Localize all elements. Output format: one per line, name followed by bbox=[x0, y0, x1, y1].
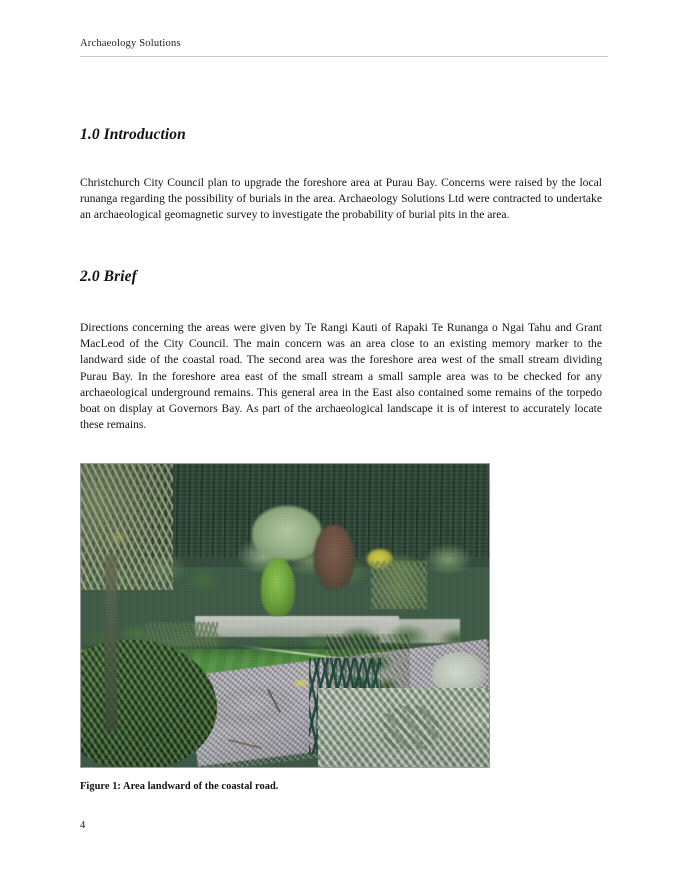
page-number: 4 bbox=[80, 820, 86, 831]
document-body bbox=[80, 126, 602, 433]
photo-cabbage-tree-left bbox=[80, 463, 173, 590]
figure-caption: Figure 1: Area landward of the coastal road. bbox=[80, 781, 279, 792]
figure-1 bbox=[80, 463, 490, 768]
section-heading-brief: 2.0 Brief bbox=[80, 268, 137, 286]
running-header-text: Archaeology Solutions bbox=[80, 38, 181, 49]
spacer bbox=[80, 286, 602, 320]
photo-cabbage-tree-trunk bbox=[105, 555, 117, 731]
spacer bbox=[80, 223, 602, 268]
paragraph-brief: Directions concerning the areas were given by Te Rangi Kauti of Rapaki Te Runanga o Ngai Tahu and Grant MacLeod of the City Council. The main concern was an area close to an existing memory marker to the landward side of the coastal road. The second area was the foreshore area west of the small stream dividing Purau Bay. In the foreshore area east of the small stream a small sample area was to be checked for any archaeological underground remains. This general area in the East also contained some remains of the torpedo boat on display at Governors Bay. As part of the archaeological landscape it is of interest to accurately locate these remains. bbox=[80, 321, 602, 431]
running-header bbox=[80, 38, 608, 57]
figure-photograph bbox=[80, 463, 490, 768]
photo-scene bbox=[81, 464, 489, 767]
spacer bbox=[80, 144, 602, 175]
photo-bronze-conifer bbox=[314, 525, 354, 589]
photo-cabbage-tree-right bbox=[371, 561, 427, 609]
header-divider bbox=[80, 56, 608, 57]
paragraph-introduction: Christchurch City Council plan to upgrade the foreshore area at Purau Bay. Concerns were raised by the local runanga regarding the possibility of burials in the area. Archaeology Solutions Ltd were contracted to undertake an archaeological geomagnetic survey to investigate the probability of burial pits in the area. bbox=[80, 176, 602, 222]
photo-cypress-tree bbox=[261, 558, 295, 616]
photo-silver-dark-leaves bbox=[383, 706, 439, 750]
section-heading-introduction: 1.0 Introduction bbox=[80, 126, 186, 143]
photo-pale-tree bbox=[252, 506, 322, 560]
